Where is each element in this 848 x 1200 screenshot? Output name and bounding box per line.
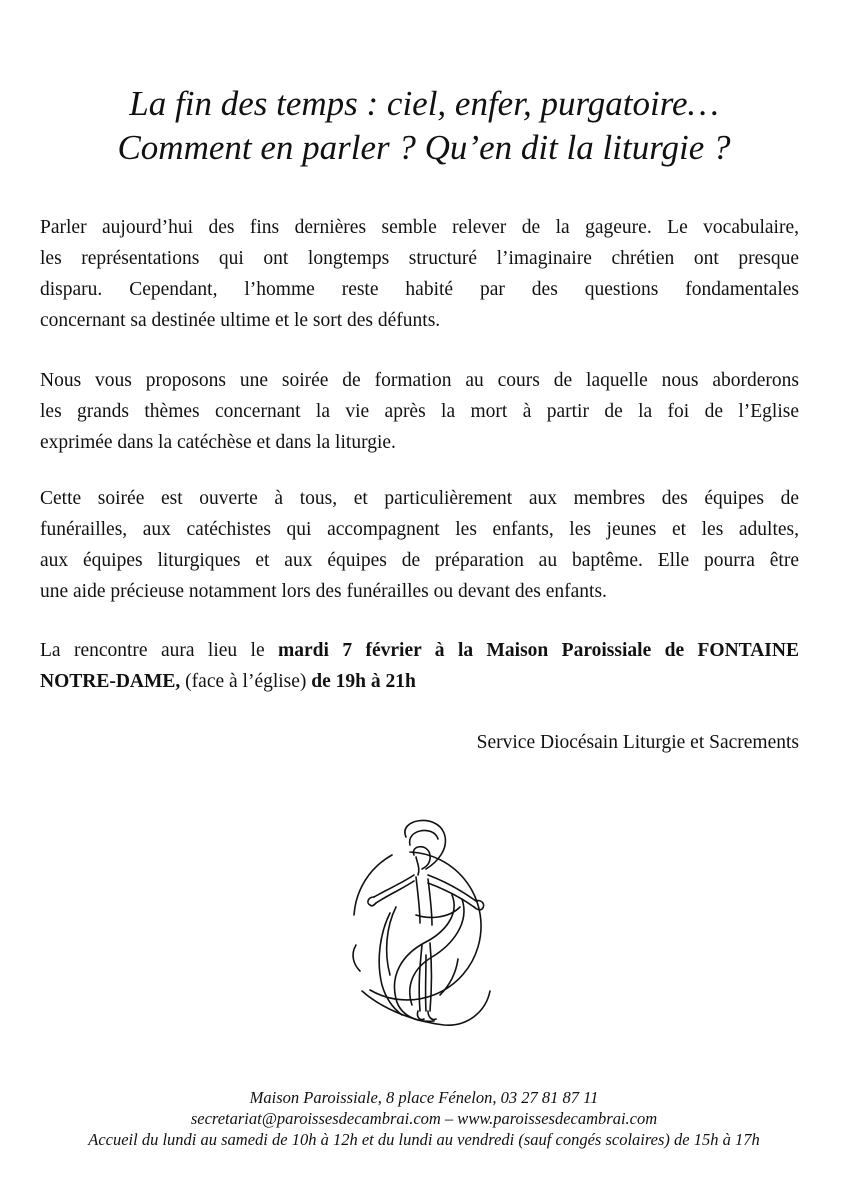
- title-line-1: La fin des temps : ciel, enfer, purgatoire…: [129, 84, 719, 123]
- page-title: [40, 82, 808, 170]
- paragraph-line: exprimée dans la catéchèse et dans la liturgie.: [40, 432, 396, 453]
- paragraph-line: concernant sa destinée ultime et le sort des défunts.: [40, 310, 441, 331]
- footer-opening-hours: Accueil du lundi au samedi de 10h à 12h et du lundi au vendredi (sauf congés scolaires) de 15h à 17h: [88, 1130, 760, 1149]
- paragraph-line: les représentations qui ont longtemps structuré l’imaginaire chrétien ont presque: [40, 248, 799, 269]
- paragraph-line: disparu. Cependant, l’homme reste habité par des questions fondamentales: [40, 279, 799, 300]
- paragraph-line: Cette soirée est ouverte à tous, et particulièrement aux membres des équipes de: [40, 488, 799, 509]
- paragraph-line: les grands thèmes concernant la vie après la mort à partir de la foi de l’Eglise: [40, 401, 799, 422]
- audience-paragraph: [40, 483, 799, 607]
- footer-email-website: secretariat@paroissesdecambrai.com – www.paroissesdecambrai.com: [190, 1109, 658, 1128]
- signature: Service Diocésain Liturgie et Sacrements: [476, 732, 799, 753]
- meeting-intro: La rencontre aura lieu le: [40, 640, 279, 661]
- meeting-date-place: mardi 7 février à la Maison Paroissiale de FONTAINE: [278, 640, 799, 661]
- intro-paragraph: [40, 212, 799, 336]
- paragraph-line: funérailles, aux catéchistes qui accompagnent les enfants, les jeunes et les adultes,: [40, 519, 799, 540]
- meeting-location-note: (face à l’église): [180, 671, 312, 692]
- paragraph-line: [40, 635, 799, 666]
- paragraph-line: [40, 666, 799, 697]
- footer-address: Maison Paroissiale, 8 place Fénelon, 03 27 81 87 11: [249, 1088, 599, 1107]
- paragraph-line: Parler aujourd’hui des fins dernières semble relever de la gageure. Le vocabulaire,: [40, 217, 799, 238]
- title-line-2: Comment en parler ? Qu’en dit la liturgie ?: [117, 128, 731, 167]
- paragraph-line: une aide précieuse notamment lors des funérailles ou devant des enfants.: [40, 581, 607, 602]
- paragraph-line: aux équipes liturgiques et aux équipes de préparation au baptême. Elle pourra être: [40, 550, 799, 571]
- paragraph-line: Nous vous proposons une soirée de formation au cours de laquelle nous aborderons: [40, 370, 799, 391]
- meeting-place-continued: NOTRE-DAME,: [40, 671, 181, 692]
- meeting-paragraph: [40, 635, 799, 697]
- footer-contact: [0, 1087, 848, 1150]
- risen-christ-line-drawing-icon: [340, 815, 500, 1040]
- proposal-paragraph: [40, 365, 799, 458]
- meeting-time: de 19h à 21h: [311, 671, 416, 692]
